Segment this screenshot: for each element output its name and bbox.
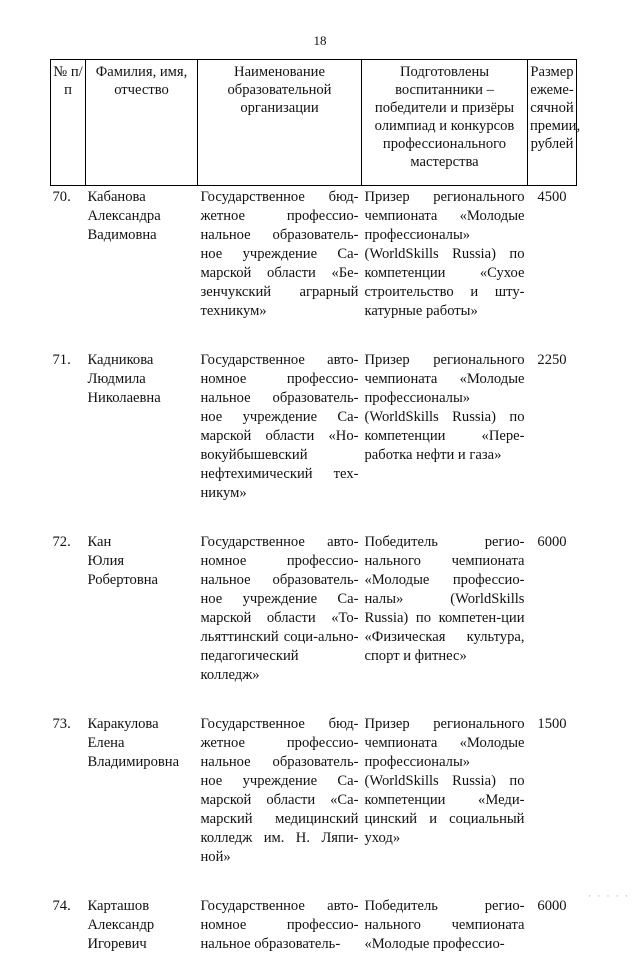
prize-amount: 6000 (537, 534, 567, 550)
surname: Кан (87, 534, 112, 550)
table-row (51, 715, 577, 867)
header-organization: Наименование образовательной организации (198, 60, 362, 186)
surname: Карташов (87, 898, 150, 914)
patronymic: Николаевна (87, 390, 161, 406)
prize-amount: 1500 (537, 716, 567, 732)
prize-amount: 4500 (537, 189, 567, 205)
row-spacer (51, 321, 577, 351)
header-num: № п/п (51, 60, 86, 186)
row-spacer (51, 685, 577, 715)
first-name: Елена (87, 735, 125, 751)
patronymic: Игоревич (87, 936, 147, 952)
patronymic: Владимировна (87, 754, 180, 770)
prize-amount: 6000 (537, 898, 567, 914)
patronymic: Вадимовна (87, 227, 157, 243)
table-row (51, 897, 577, 954)
table-row (51, 351, 577, 503)
page-number: 18 (313, 33, 327, 48)
row-number: 71. (52, 352, 71, 368)
table-header-row (51, 60, 577, 186)
first-name: Александра (87, 208, 161, 224)
organization: Государственное бюд-жетное профессио-нальное образователь-ное учреждение Са-марской области «Бе-зенчукский аграрный техникум» (200, 189, 359, 319)
award-register-table (50, 59, 581, 954)
surname: Кадникова (87, 352, 154, 368)
organization: Государственное авто-номное профессио-нальное образователь-ное учреждение Са-марской области «То-льяттинский соци-ально-педагогический колледж» (200, 534, 359, 683)
row-number: 74. (52, 898, 71, 914)
row-number: 72. (52, 534, 71, 550)
header-name: Фамилия, имя, отчество (86, 60, 198, 186)
table-row (51, 533, 577, 685)
row-number: 73. (52, 716, 71, 732)
row-spacer (51, 867, 577, 897)
organization: Государственное авто-номное профессио-нальное образователь-ное учреждение Са-марской области «Но-вокуйбышевский нефтехимический тех-никум» (200, 352, 359, 501)
achievement: Призер регионального чемпионата «Молодые профессионалы» (WorldSkills Russia) по компетенции «Пере-работка нефти и газа» (364, 352, 525, 463)
patronymic: Робертовна (87, 572, 159, 588)
achievement: Победитель регио-нального чемпионата «Молодые профессио-налы» (WorldSkills Russia) по компетен-ции «Физическая культура, спорт и фитнес» (364, 534, 525, 664)
achievement: Победитель регио-нального чемпионата «Молодые профессио- (364, 898, 525, 952)
scan-edge-mark: · · · · · (588, 891, 630, 901)
first-name: Людмила (87, 371, 146, 387)
table-row (51, 186, 577, 322)
header-prize: Размер ежеме-сячной премии, рублей (528, 60, 577, 186)
prize-amount: 2250 (537, 352, 567, 368)
person-name (86, 533, 198, 685)
person-name (86, 715, 198, 867)
achievement: Призер регионального чемпионата «Молодые профессионалы» (WorldSkills Russia) по компетенции «Меди-цинский и социальный уход» (364, 716, 525, 846)
surname: Кабанова (87, 189, 146, 205)
person-name (86, 897, 198, 954)
first-name: Юлия (87, 553, 125, 569)
row-spacer (51, 503, 577, 533)
organization: Государственное авто-номное профессио-нальное образователь- (200, 898, 359, 952)
person-name (86, 351, 198, 503)
organization: Государственное бюд-жетное профессио-нальное образователь-ное учреждение Са-марской области «Са-марский медицинский колледж им. Н. Ляпи-ной» (200, 716, 359, 865)
row-number: 70. (52, 189, 71, 205)
header-achievement: Подготовлены воспитанники – победители и призёры олимпиад и конкурсов профессионального мастерства (362, 60, 528, 186)
surname: Каракулова (87, 716, 159, 732)
achievement: Призер регионального чемпионата «Молодые профессионалы» (WorldSkills Russia) по компетенции «Сухое строительство и шту-катурные работы» (364, 189, 525, 319)
first-name: Александр (87, 917, 155, 933)
person-name (86, 186, 198, 322)
